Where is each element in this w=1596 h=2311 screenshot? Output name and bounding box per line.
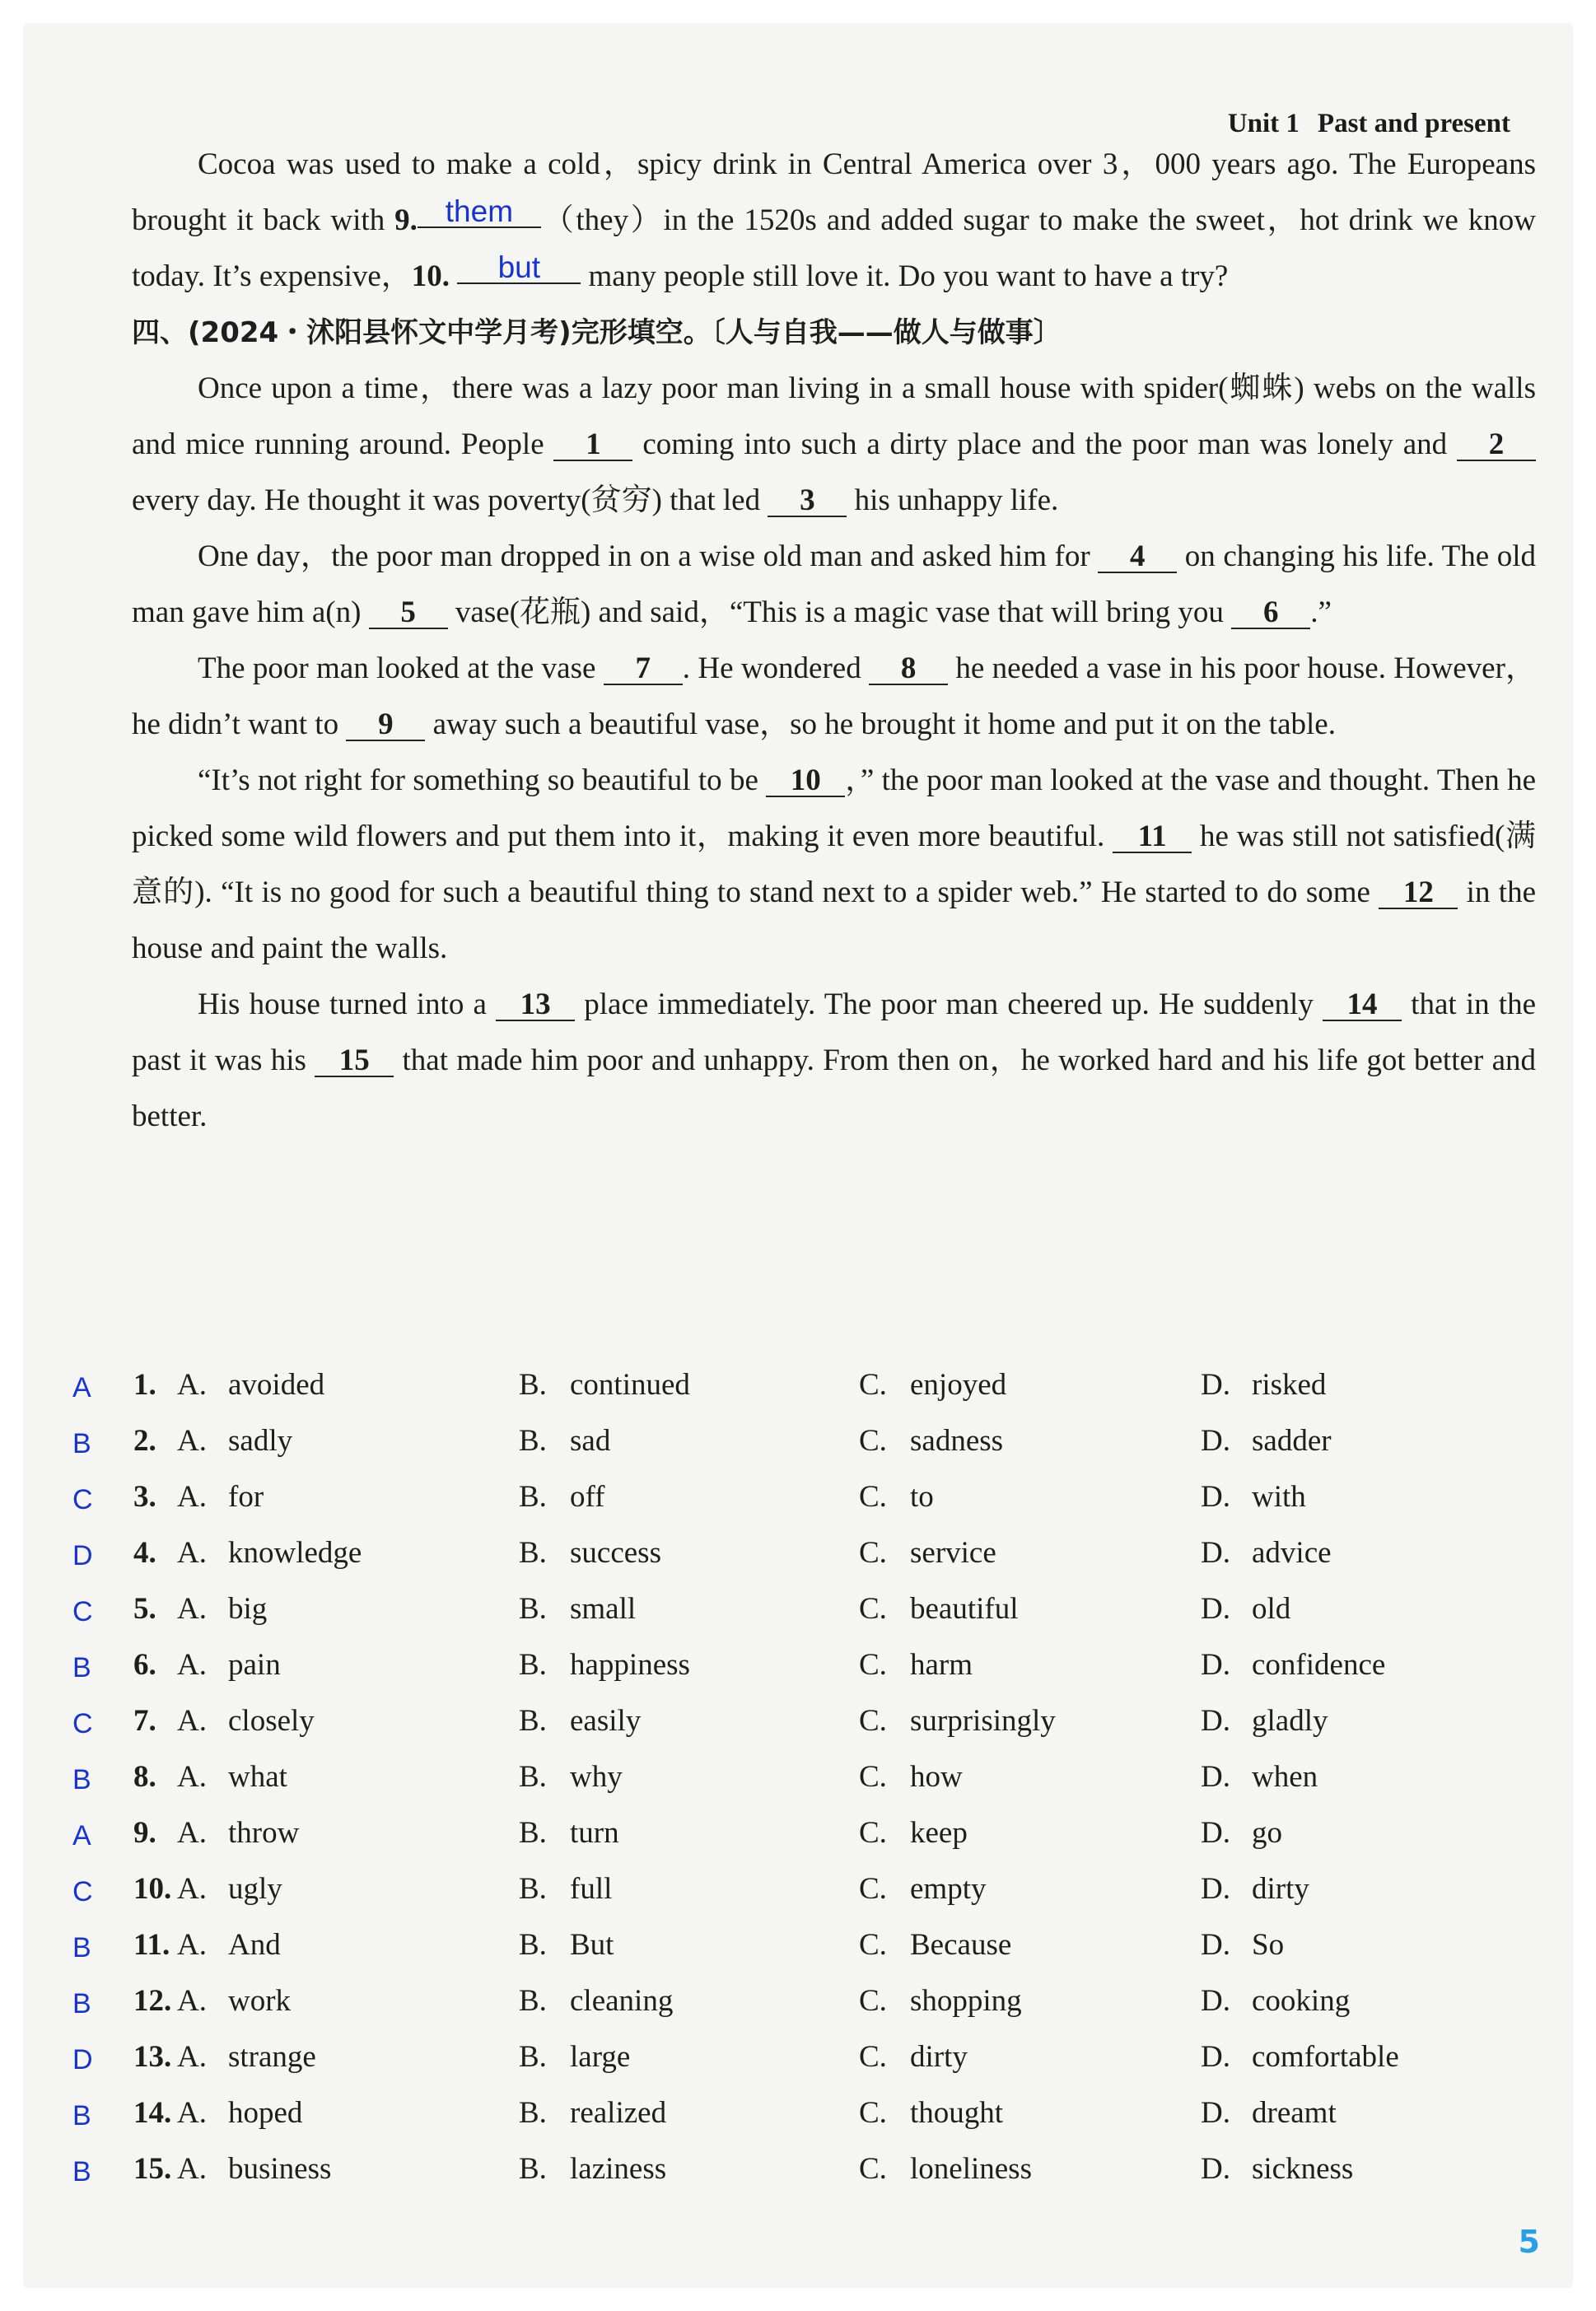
cloze-blank: 10: [766, 766, 845, 797]
answer-blank[interactable]: but: [457, 253, 581, 284]
option-letter: B.: [519, 1648, 547, 1682]
question-row: [66, 1423, 1515, 1479]
question-number: 10.: [411, 259, 450, 293]
option-letter: B.: [519, 1816, 547, 1850]
option-letter: B.: [519, 1984, 547, 2018]
option-a[interactable]: [177, 2095, 302, 2131]
answer-key: B: [72, 1652, 91, 1683]
option-a[interactable]: [177, 1423, 292, 1459]
option-letter: A.: [177, 1592, 207, 1626]
option-b[interactable]: [519, 1591, 636, 1627]
answer-key: B: [72, 2156, 91, 2187]
cloze-blank: 14: [1323, 990, 1402, 1021]
cloze-blank: 1: [553, 430, 632, 461]
option-letter: A.: [177, 1816, 207, 1850]
option-d[interactable]: [1201, 1815, 1282, 1851]
question-row: [66, 1479, 1515, 1535]
option-letter: D.: [1201, 1480, 1230, 1514]
option-letter: C.: [859, 1816, 887, 1850]
option-letter: D.: [1201, 1816, 1230, 1850]
question-row: [66, 1815, 1515, 1871]
option-text: sadder: [1252, 1424, 1332, 1458]
option-a[interactable]: [177, 1759, 287, 1795]
option-letter: A.: [177, 1648, 207, 1682]
option-letter: D.: [1201, 2096, 1230, 2130]
option-letter: A.: [177, 2152, 207, 2186]
answer-blank[interactable]: them: [418, 197, 541, 228]
option-letter: D.: [1201, 1592, 1230, 1626]
option-letter: B.: [519, 1368, 547, 1402]
option-c[interactable]: [859, 1703, 1056, 1739]
option-d[interactable]: [1201, 1423, 1332, 1459]
option-letter: C.: [859, 2040, 887, 2074]
option-letter: B.: [519, 2096, 547, 2130]
option-c[interactable]: [859, 2039, 968, 2075]
option-text: turn: [570, 1816, 619, 1850]
option-c[interactable]: [859, 1535, 996, 1571]
option-d[interactable]: [1201, 1535, 1332, 1571]
option-b[interactable]: [519, 1367, 690, 1403]
option-d[interactable]: [1201, 1871, 1309, 1907]
question-row: [66, 1367, 1515, 1423]
answer-key: B: [72, 1764, 91, 1795]
option-b[interactable]: [519, 2095, 666, 2131]
cloze-blank: 9: [346, 710, 425, 741]
option-letter: B.: [519, 1760, 547, 1794]
cloze-paragraph: Once upon a time，there was a lazy poor man living in a small house with spider(蜘蛛) webs on the walls and mice running around. People 1 coming into such a dirty place and the poor man was lonely and 2 every day. He thought it was poverty(贫穷) that led 3 his unhappy life.: [132, 371, 1536, 517]
cloze-blank: 5: [369, 598, 448, 629]
question-row: [66, 1983, 1515, 2039]
page-header: [1228, 109, 1510, 139]
question-row: [66, 1647, 1515, 1703]
option-a[interactable]: [177, 1479, 264, 1515]
option-letter: D.: [1201, 1984, 1230, 2018]
option-letter: C.: [859, 1368, 887, 1402]
option-letter: A.: [177, 1368, 207, 1402]
option-b[interactable]: [519, 1983, 673, 2019]
question-row: [66, 1927, 1515, 1983]
option-letter: A.: [177, 2096, 207, 2130]
question-row: [66, 1703, 1515, 1759]
question-number: 7.: [133, 1704, 156, 1738]
option-letter: C.: [859, 1984, 887, 2018]
option-letter: A.: [177, 1928, 207, 1962]
option-b[interactable]: [519, 1647, 690, 1683]
option-text: when: [1252, 1760, 1318, 1794]
option-text: business: [228, 2152, 332, 2186]
option-d[interactable]: [1201, 1983, 1350, 2019]
option-letter: D.: [1201, 1536, 1230, 1570]
option-text: enjoyed: [910, 1368, 1007, 1402]
page-number: 5: [1518, 2224, 1540, 2260]
option-letter: B.: [519, 2040, 547, 2074]
option-text: hoped: [228, 2096, 303, 2130]
option-letter: A.: [177, 1424, 207, 1458]
option-text: knowledge: [228, 1536, 362, 1570]
option-text: ugly: [228, 1872, 282, 1906]
answer-key: B: [72, 2100, 91, 2131]
cloze-blank: 8: [869, 654, 948, 685]
option-letter: A.: [177, 1872, 207, 1906]
question-number: 1.: [133, 1368, 156, 1402]
option-b[interactable]: [519, 1815, 619, 1851]
option-a[interactable]: [177, 1535, 362, 1571]
option-letter: D.: [1201, 1760, 1230, 1794]
option-d[interactable]: [1201, 1927, 1284, 1963]
option-c[interactable]: [859, 1927, 1011, 1963]
option-letter: B.: [519, 1704, 547, 1738]
option-b[interactable]: [519, 1423, 610, 1459]
option-a[interactable]: [177, 1871, 282, 1907]
option-text: surprisingly: [910, 1704, 1056, 1738]
answer-key: A: [72, 1372, 91, 1403]
cloze-paragraph: One day，the poor man dropped in on a wise old man and asked him for 4 on changing his life. The old man gave him a(n) 5 vase(花瓶) and said，“This is a magic vase that will bring you 6 .”: [132, 539, 1536, 629]
option-text: comfortable: [1252, 2040, 1399, 2074]
option-c[interactable]: [859, 1871, 986, 1907]
option-letter: B.: [519, 1592, 547, 1626]
option-text: strange: [228, 2040, 316, 2074]
answer-key: B: [72, 1428, 91, 1459]
option-text: But: [570, 1928, 614, 1962]
question-number: 5.: [133, 1592, 156, 1626]
option-text: Because: [910, 1928, 1012, 1962]
option-text: for: [228, 1480, 264, 1514]
option-text: old: [1252, 1592, 1291, 1626]
option-letter: B.: [519, 1424, 547, 1458]
cloze-paragraph: His house turned into a 13 place immediately. The poor man cheered up. He suddenly 14 that in the past it was his 15 that made him poor and unhappy. From then on，he worked hard and his life got better and better.: [132, 987, 1536, 1133]
option-letter: A.: [177, 1536, 207, 1570]
option-letter: A.: [177, 1704, 207, 1738]
option-text: dreamt: [1252, 2096, 1337, 2130]
question-row: [66, 2039, 1515, 2095]
option-text: shopping: [910, 1984, 1022, 2018]
option-text: loneliness: [910, 2152, 1032, 2186]
option-text: dirty: [1252, 1872, 1309, 1906]
question-number: 15.: [133, 2152, 172, 2186]
option-d[interactable]: [1201, 2039, 1399, 2075]
answer-key: D: [72, 2044, 93, 2075]
option-b[interactable]: [519, 1927, 614, 1963]
option-text: with: [1252, 1480, 1306, 1514]
cloze-paragraph: “It’s not right for something so beautiful to be 10 ，” the poor man looked at the vase and thought. Then he picked some wild flowers and put them into it，making it even more beautiful. 11 he was still not satisfied(满意的). “It is no good for such a beautiful thing to stand next to a spider web.” He started to do some 12 in the house and paint the walls.: [132, 763, 1537, 965]
answer-key: C: [72, 1484, 93, 1515]
option-letter: B.: [519, 2152, 547, 2186]
option-letter: B.: [519, 1536, 547, 1570]
option-letter: D.: [1201, 2152, 1230, 2186]
option-c[interactable]: [859, 1367, 1006, 1403]
question-number: 3.: [133, 1480, 156, 1514]
option-text: pain: [228, 1648, 281, 1682]
option-text: thought: [910, 2096, 1004, 2130]
answer-key: B: [72, 1932, 91, 1963]
option-letter: D.: [1201, 1704, 1230, 1738]
question-row: [66, 2151, 1515, 2207]
option-text: gladly: [1252, 1704, 1328, 1738]
option-text: risked: [1252, 1368, 1327, 1402]
question-row: [66, 1759, 1515, 1815]
option-d[interactable]: [1201, 1703, 1328, 1739]
unit-label: Unit 1: [1227, 109, 1300, 138]
cloze-blank: 2: [1457, 430, 1536, 461]
option-text: beautiful: [910, 1592, 1019, 1626]
unit-title: Past and present: [1317, 109, 1510, 138]
option-a[interactable]: [177, 1703, 315, 1739]
question-number: 13.: [133, 2040, 172, 2074]
cloze-blank: 7: [604, 654, 683, 685]
option-b[interactable]: [519, 1871, 612, 1907]
option-a[interactable]: [177, 2039, 316, 2075]
option-text: sickness: [1252, 2152, 1354, 2186]
cloze-blank: 11: [1113, 822, 1192, 853]
option-c[interactable]: [859, 1983, 1022, 2019]
question-number: 8.: [133, 1760, 156, 1794]
option-text: sadly: [228, 1424, 293, 1458]
option-text: confidence: [1252, 1648, 1386, 1682]
option-text: go: [1252, 1816, 1282, 1850]
option-text: to: [910, 1480, 934, 1514]
option-b[interactable]: [519, 1703, 641, 1739]
section-heading: 四、(2024・沭阳县怀文中学月考)完形填空。〔人与自我——做人与做事〕: [132, 316, 1062, 349]
option-a[interactable]: [177, 1367, 324, 1403]
option-text: dirty: [910, 2040, 968, 2074]
option-c[interactable]: [859, 1479, 934, 1515]
option-text: cleaning: [570, 1984, 674, 2018]
option-letter: B.: [519, 1928, 547, 1962]
option-d[interactable]: [1201, 1759, 1318, 1795]
option-c[interactable]: [859, 2151, 1032, 2187]
option-text: work: [228, 1984, 292, 2018]
cloze-blank: 6: [1231, 598, 1310, 629]
option-letter: D.: [1201, 2040, 1230, 2074]
option-letter: C.: [859, 1928, 887, 1962]
option-b[interactable]: [519, 1535, 661, 1571]
option-text: harm: [910, 1648, 973, 1682]
option-letter: C.: [859, 2096, 887, 2130]
option-text: large: [570, 2040, 631, 2074]
question-number: 6.: [133, 1648, 156, 1682]
question-number: 4.: [133, 1536, 156, 1570]
option-b[interactable]: [519, 2151, 666, 2187]
option-letter: A.: [177, 1760, 207, 1794]
option-text: sad: [570, 1424, 611, 1458]
option-text: laziness: [570, 2152, 667, 2186]
option-a[interactable]: [177, 1983, 291, 2019]
cloze-blank: 12: [1379, 878, 1458, 909]
answer-key: C: [72, 1596, 93, 1627]
option-text: And: [228, 1928, 281, 1962]
option-d[interactable]: [1201, 2151, 1353, 2187]
option-b[interactable]: [519, 2039, 630, 2075]
answer-key: C: [72, 1876, 93, 1907]
option-letter: C.: [859, 1536, 887, 1570]
option-letter: D.: [1201, 1648, 1230, 1682]
cloze-blank: 15: [315, 1046, 394, 1077]
option-text: small: [570, 1592, 637, 1626]
option-c[interactable]: [859, 1647, 973, 1683]
main-content: [132, 137, 1536, 1145]
option-letter: C.: [859, 1424, 887, 1458]
question-row: [66, 1535, 1515, 1591]
option-letter: D.: [1201, 1928, 1230, 1962]
option-letter: D.: [1201, 1424, 1230, 1458]
option-letter: B.: [519, 1480, 547, 1514]
option-text: avoided: [228, 1368, 325, 1402]
question-number: 11.: [133, 1928, 170, 1962]
option-text: what: [228, 1760, 287, 1794]
option-c[interactable]: [859, 2095, 1003, 2131]
option-text: off: [570, 1480, 605, 1514]
option-text: why: [570, 1760, 623, 1794]
question-number: 2.: [133, 1424, 156, 1458]
option-text: success: [570, 1536, 661, 1570]
answer-key: B: [72, 1988, 91, 2019]
option-letter: A.: [177, 2040, 207, 2074]
question-row: [66, 2095, 1515, 2151]
option-text: easily: [570, 1704, 642, 1738]
option-text: empty: [910, 1872, 987, 1906]
option-letter: A.: [177, 1984, 207, 2018]
question-number: 10.: [133, 1872, 172, 1906]
option-letter: C.: [859, 1760, 887, 1794]
option-letter: C.: [859, 1704, 887, 1738]
option-text: service: [910, 1536, 996, 1570]
question-number: 9.: [394, 203, 418, 237]
question-number: 14.: [133, 2096, 172, 2130]
option-text: throw: [228, 1816, 300, 1850]
option-c[interactable]: [859, 1423, 1003, 1459]
cloze-blank: 4: [1098, 542, 1177, 573]
answer-key: D: [72, 1540, 93, 1571]
option-d[interactable]: [1201, 1479, 1306, 1515]
option-letter: B.: [519, 1872, 547, 1906]
options-list: [66, 1367, 1515, 2207]
option-c[interactable]: [859, 1591, 1019, 1627]
question-row: [66, 1591, 1515, 1647]
option-text: full: [570, 1872, 613, 1906]
option-letter: A.: [177, 1480, 207, 1514]
cloze-blank: 3: [768, 486, 847, 517]
option-text: closely: [228, 1704, 315, 1738]
passage-top: Cocoa was used to make a cold，spicy drink in Central America over 3，000 years ago. The Europeans brought it back with 9. them （they）in the 1520s and added sugar to make the sweet，hot drink we know today. It’s expensive，10. but many people still love it. Do you want to have a try?: [132, 147, 1536, 293]
option-text: happiness: [570, 1648, 690, 1682]
option-c[interactable]: [859, 1759, 963, 1795]
option-text: big: [228, 1592, 268, 1626]
option-a[interactable]: [177, 1815, 299, 1851]
option-letter: C.: [859, 2152, 887, 2186]
option-text: advice: [1252, 1536, 1332, 1570]
option-letter: C.: [859, 1480, 887, 1514]
option-a[interactable]: [177, 1591, 267, 1627]
option-d[interactable]: [1201, 2095, 1337, 2131]
option-b[interactable]: [519, 1759, 623, 1795]
option-d[interactable]: [1201, 1647, 1385, 1683]
option-letter: C.: [859, 1872, 887, 1906]
option-c[interactable]: [859, 1815, 968, 1851]
option-text: continued: [570, 1368, 690, 1402]
option-text: So: [1252, 1928, 1285, 1962]
option-a[interactable]: [177, 1647, 281, 1683]
option-a[interactable]: [177, 2151, 331, 2187]
option-a[interactable]: [177, 1927, 281, 1963]
option-text: sadness: [910, 1424, 1004, 1458]
option-text: cooking: [1252, 1984, 1351, 2018]
option-d[interactable]: [1201, 1367, 1326, 1403]
question-number: 9.: [133, 1816, 156, 1850]
question-row: [66, 1871, 1515, 1927]
option-text: keep: [910, 1816, 968, 1850]
cloze-blank: 13: [496, 990, 575, 1021]
question-number: 12.: [133, 1984, 172, 2018]
option-letter: D.: [1201, 1368, 1230, 1402]
option-b[interactable]: [519, 1479, 604, 1515]
option-letter: C.: [859, 1592, 887, 1626]
option-d[interactable]: [1201, 1591, 1290, 1627]
answer-key: A: [72, 1820, 91, 1851]
answer-key: C: [72, 1708, 93, 1739]
option-text: how: [910, 1760, 963, 1794]
cloze-paragraph: The poor man looked at the vase 7 . He wondered 8 he needed a vase in his poor house. However，he didn’t want to 9 away such a beautiful vase，so he brought it home and put it on the table.: [132, 651, 1536, 741]
option-letter: C.: [859, 1648, 887, 1682]
option-text: realized: [570, 2096, 667, 2130]
option-letter: D.: [1201, 1872, 1230, 1906]
